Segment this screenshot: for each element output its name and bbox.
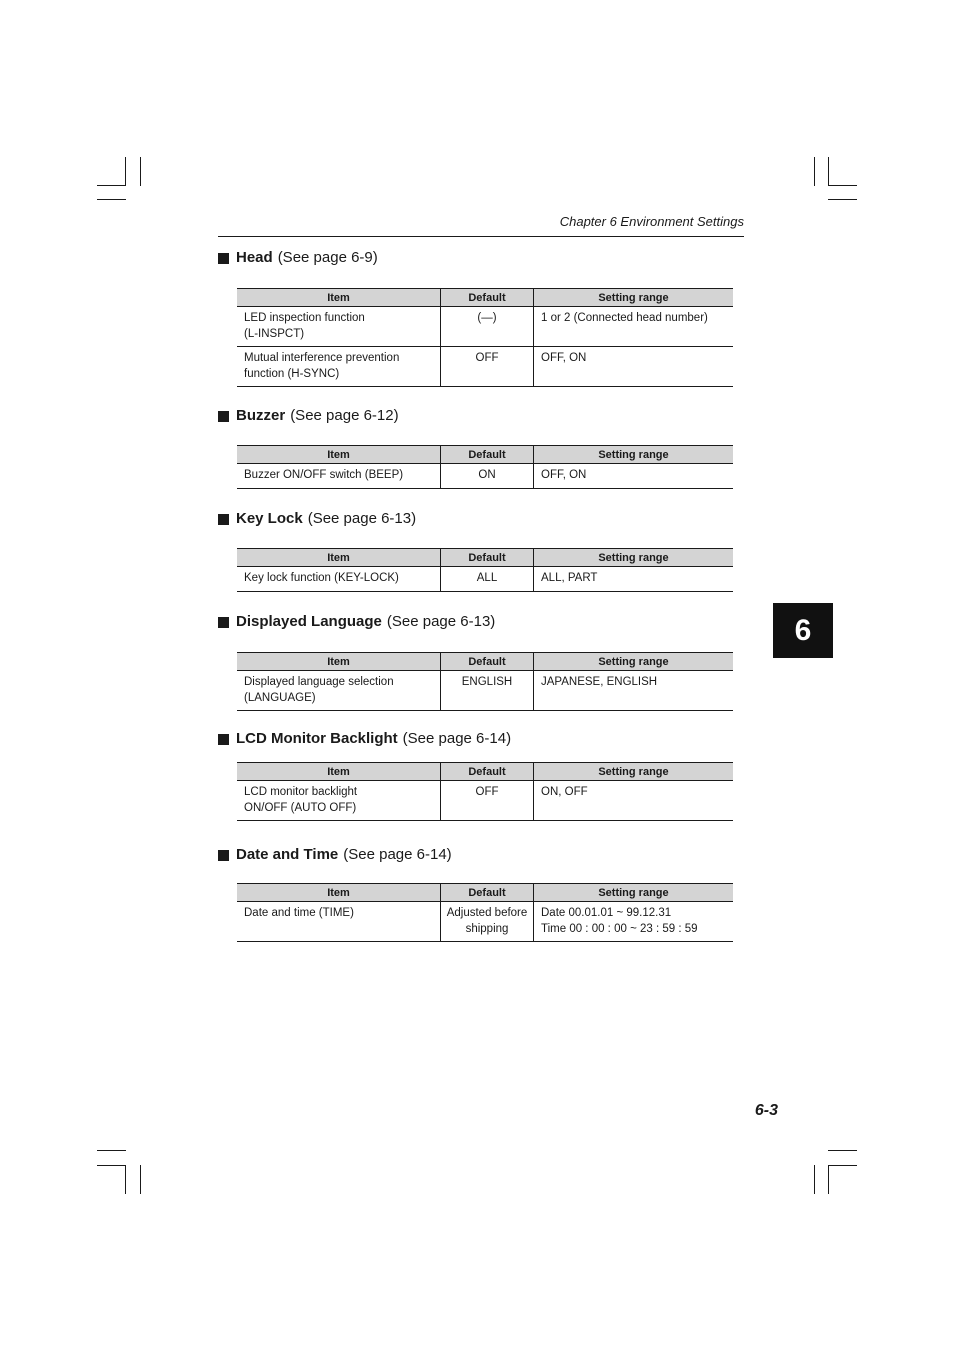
column-header-item: Item (237, 549, 441, 567)
section-title: Buzzer (236, 407, 286, 424)
section-heading (218, 249, 378, 267)
settings-section (218, 730, 669, 814)
cell-text-line: shipping (465, 922, 509, 935)
settings-table (237, 762, 733, 821)
table-row (237, 567, 733, 592)
cell-text-line: OFF, ON (541, 469, 587, 481)
cell-text-line: 1 or 2 (Connected head number) (541, 312, 708, 324)
cell-text-line: Date and time (TIME) (244, 907, 354, 919)
setting-range-cell (534, 347, 734, 387)
column-header-item: Item (237, 446, 441, 464)
column-header-setting-range: Setting range (534, 884, 734, 902)
section-title: Head (236, 249, 273, 266)
section-page-reference: (See page 6-14) (343, 846, 452, 863)
cell-text-line: LED inspection function (244, 312, 365, 324)
cell-text-line: ON, OFF (541, 786, 588, 798)
section-heading (218, 846, 452, 864)
cell-text-line: ENGLISH (461, 676, 513, 688)
section-page-reference: (See page 6-14) (402, 730, 512, 747)
section-page-reference: (See page 6-9) (277, 249, 378, 266)
square-bullet-icon (218, 617, 229, 628)
item-cell (237, 671, 441, 711)
section-page-reference: (See page 6-13) (307, 510, 417, 527)
cell-text-line: JAPANESE, ENGLISH (541, 676, 658, 688)
section-title: LCD Monitor Backlight (236, 730, 398, 747)
table-row (237, 781, 733, 821)
column-header-item: Item (237, 289, 441, 307)
table-row (237, 902, 733, 942)
settings-section (218, 249, 708, 380)
default-cell (441, 671, 534, 711)
column-header-default: Default (441, 653, 534, 671)
square-bullet-icon (218, 411, 229, 422)
table-header-row (237, 446, 733, 464)
section-heading (218, 510, 416, 528)
chapter-tab: 6 (773, 603, 833, 658)
cell-text-line: Date 00.01.01 ~ 99.12.31 (541, 907, 672, 919)
settings-table (237, 652, 733, 711)
setting-range-cell (534, 567, 734, 592)
column-header-setting-range: Setting range (534, 289, 734, 307)
column-header-item: Item (237, 763, 441, 781)
cell-text-line: Time 00 : 00 : 00 ~ 23 : 59 : 59 (541, 922, 698, 935)
settings-table (237, 883, 733, 942)
default-cell (441, 902, 534, 942)
square-bullet-icon (218, 734, 229, 745)
table-header-row (237, 653, 733, 671)
default-cell (441, 567, 534, 592)
square-bullet-icon (218, 514, 229, 525)
table-header-row (237, 549, 733, 567)
table-row (237, 671, 733, 711)
column-header-default: Default (441, 446, 534, 464)
column-header-setting-range: Setting range (534, 763, 734, 781)
table-row (237, 347, 733, 387)
table-header-row (237, 884, 733, 902)
cell-text-line: (LANGUAGE) (244, 691, 316, 704)
setting-range-cell (534, 671, 734, 711)
table-row (237, 307, 733, 347)
column-header-setting-range: Setting range (534, 653, 734, 671)
section-page-reference: (See page 6-12) (290, 407, 399, 424)
default-cell (441, 464, 534, 489)
column-header-item: Item (237, 884, 441, 902)
section-title: Key Lock (236, 510, 303, 527)
square-bullet-icon (218, 850, 229, 861)
table-header-row (237, 289, 733, 307)
running-header: Chapter 6 Environment Settings (559, 214, 744, 229)
setting-range-cell (534, 902, 734, 942)
cell-text-line: OFF, ON (541, 352, 587, 364)
setting-range-cell (534, 307, 734, 347)
cell-text-line: (L-INSPCT) (244, 327, 305, 340)
cell-text-line: LCD monitor backlight (244, 786, 358, 798)
column-header-setting-range: Setting range (534, 446, 734, 464)
cell-text-line: ALL (476, 572, 498, 584)
default-cell (441, 347, 534, 387)
default-cell (441, 781, 534, 821)
section-heading (218, 730, 511, 748)
cell-text-line: Mutual interference prevention (244, 352, 400, 364)
settings-section (218, 407, 669, 481)
cell-text-line: Buzzer ON/OFF switch (BEEP) (244, 469, 404, 481)
item-cell (237, 781, 441, 821)
section-title: Displayed Language (236, 613, 382, 630)
setting-range-cell (534, 464, 734, 489)
column-header-default: Default (441, 763, 534, 781)
setting-range-cell (534, 781, 734, 821)
section-heading (218, 407, 399, 425)
cell-text-line: function (H-SYNC) (244, 367, 340, 380)
cell-text-line: Displayed language selection (244, 676, 394, 688)
cell-text-line: Key lock function (KEY-LOCK) (244, 572, 399, 584)
settings-table (237, 548, 733, 592)
column-header-default: Default (441, 289, 534, 307)
table-row (237, 464, 733, 489)
settings-table (237, 288, 733, 387)
settings-section (218, 846, 698, 935)
column-header-setting-range: Setting range (534, 549, 734, 567)
header-rule (218, 236, 744, 237)
section-heading (218, 613, 495, 631)
settings-section (218, 613, 669, 704)
item-cell (237, 567, 441, 592)
item-cell (237, 307, 441, 347)
item-cell (237, 347, 441, 387)
cell-text-line: Adjusted before (446, 907, 528, 919)
cell-text-line: OFF (475, 786, 499, 798)
column-header-default: Default (441, 884, 534, 902)
cell-text-line: (—) (477, 312, 497, 324)
column-header-default: Default (441, 549, 534, 567)
column-header-item: Item (237, 653, 441, 671)
section-page-reference: (See page 6-13) (386, 613, 496, 630)
settings-section (218, 510, 669, 584)
cell-text-line: ALL, PART (541, 572, 598, 584)
page-number: 6-3 (754, 1102, 778, 1119)
section-title: Date and Time (236, 846, 339, 863)
cell-text-line: ON (478, 469, 496, 481)
cell-text-line: OFF (475, 352, 499, 364)
table-header-row (237, 763, 733, 781)
square-bullet-icon (218, 253, 229, 264)
settings-table (237, 445, 733, 489)
default-cell (441, 307, 534, 347)
item-cell (237, 464, 441, 489)
item-cell (237, 902, 441, 942)
cell-text-line: ON/OFF (AUTO OFF) (244, 801, 357, 814)
